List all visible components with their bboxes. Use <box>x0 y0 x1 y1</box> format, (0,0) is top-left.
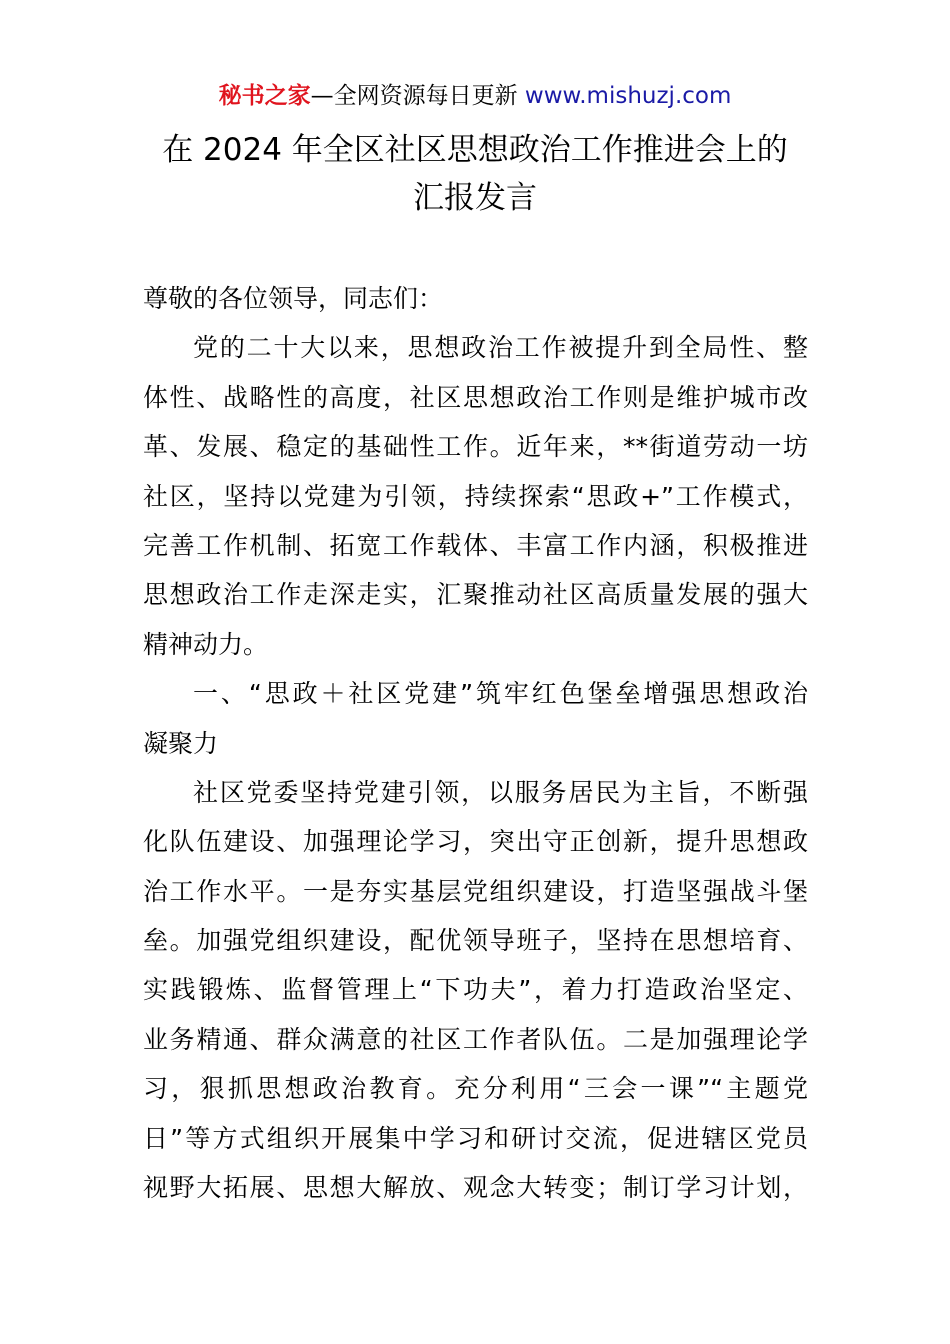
site-header <box>0 80 950 112</box>
salutation: 尊敬的各位领导，同志们： <box>143 284 444 313</box>
paragraph-line: 党的二十大以来，思想政治工作被提升到全局性、整 <box>193 333 808 363</box>
paragraph-line: 习，狠抓思想政治教育。充分利用“三会一课”“主题党 <box>143 1074 808 1104</box>
paragraph-line: 完善工作机制、拓宽工作载体、丰富工作内涵，积极推进 <box>143 530 808 560</box>
site-slogan: 全网资源每日更新 <box>333 83 525 109</box>
paragraph-line: 垒。加强党组织建设，配优领导班子，坚持在思想培育、 <box>143 926 808 956</box>
site-brand: 秘书之家 <box>218 83 311 109</box>
title-line-2: 汇报发言 <box>413 180 537 216</box>
paragraph-line: 思想政治工作走深走实，汇聚推动社区高质量发展的强大 <box>143 580 808 610</box>
document-title <box>100 126 850 222</box>
document-body <box>143 274 808 1212</box>
paragraph-line: 体性、战略性的高度，社区思想政治工作则是维护城市改 <box>143 382 808 412</box>
paragraph-line: 实践锻炼、监督管理上“下功夫”，着力打造政治坚定、 <box>143 975 808 1005</box>
paragraph-line: 革、发展、稳定的基础性工作。近年来，**街道劳动一坊 <box>143 432 808 462</box>
section-heading: 一、“思政＋社区党建”筑牢红色堡垒增强思想政治 <box>193 679 808 709</box>
paragraph-line: 社区党委坚持党建引领，以服务居民为主旨，不断强 <box>193 777 808 807</box>
paragraph-line: 化队伍建设、加强理论学习，突出守正创新，提升思想政 <box>143 827 808 857</box>
paragraph-line: 日”等方式组织开展集中学习和研讨交流，促进辖区党员 <box>143 1123 808 1153</box>
paragraph-line: 社区，坚持以党建为引领，持续探索“思政+”工作模式， <box>143 481 808 511</box>
paragraph-line: 治工作水平。一是夯实基层党组织建设，打造坚强战斗堡 <box>143 876 808 906</box>
header-dash: — <box>310 83 334 109</box>
paragraph-line: 业务精通、群众满意的社区工作者队伍。二是加强理论学 <box>143 1024 808 1054</box>
title-line-1: 在 2024 年全区社区思想政治工作推进会上的 <box>162 132 788 168</box>
site-url: www.mishuzj.com <box>524 83 732 109</box>
section-heading: 凝聚力 <box>143 728 219 758</box>
paragraph-line: 视野大拓展、思想大解放、观念大转变；制订学习计划， <box>143 1173 808 1203</box>
paragraph-line: 精神动力。 <box>143 629 269 659</box>
